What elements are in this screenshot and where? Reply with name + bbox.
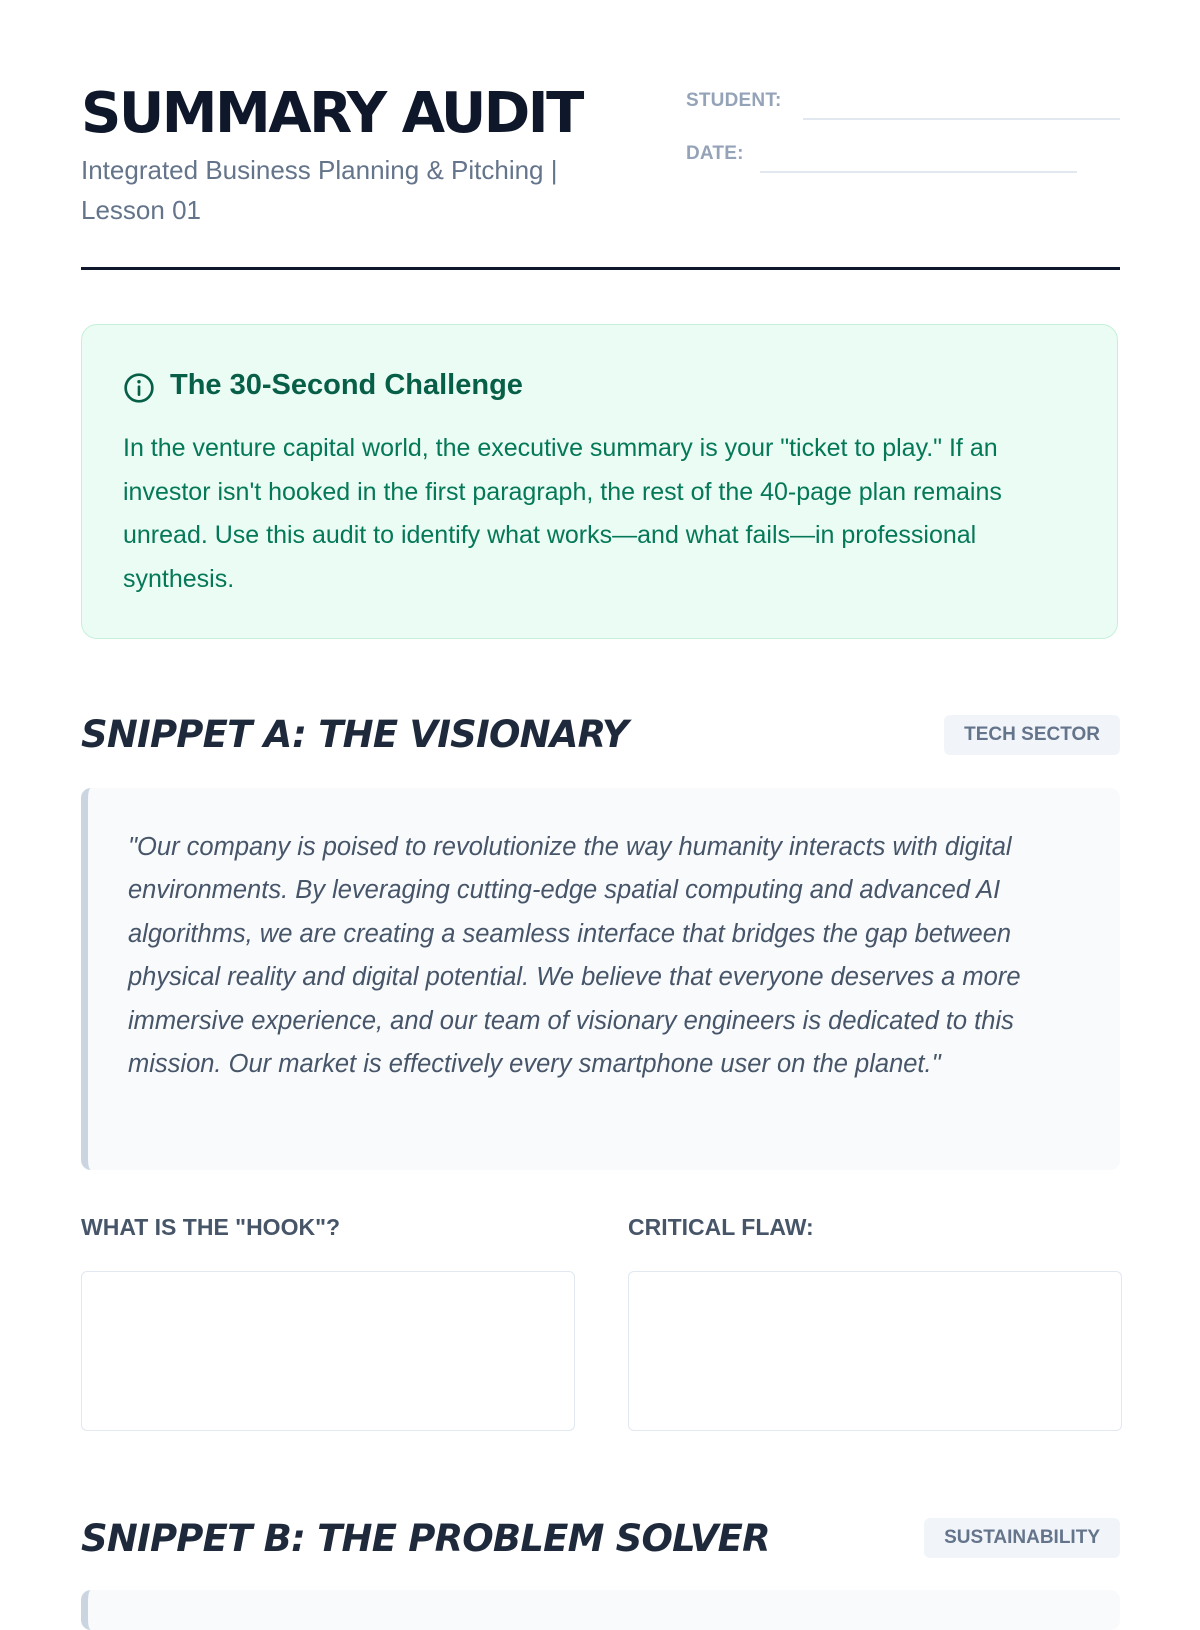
date-line[interactable]: [760, 171, 1077, 173]
student-name-line[interactable]: [803, 118, 1120, 120]
snippet-a-tag: TECH SECTOR: [944, 715, 1120, 755]
info-circle-icon: [123, 372, 155, 404]
page-title: SUMMARY AUDIT: [81, 81, 582, 146]
hook-label: WHAT IS THE "HOOK"?: [81, 1214, 341, 1240]
snippet-b-tag: SUSTAINABILITY: [924, 1518, 1120, 1558]
date-label: DATE:: [686, 143, 744, 164]
snippet-a-title: SNIPPET A: THE VISIONARY: [81, 713, 628, 756]
snippet-b-quote: [81, 1590, 1120, 1630]
flaw-answer-box[interactable]: [628, 1271, 1122, 1431]
header-divider: [81, 267, 1120, 270]
challenge-callout: [81, 324, 1118, 639]
callout-title: The 30-Second Challenge: [170, 369, 523, 401]
snippet-b-title: SNIPPET B: THE PROBLEM SOLVER: [81, 1517, 770, 1560]
snippet-a-quote-text: "Our company is poised to revolutionize the way humanity interacts with digital environments. By leveraging cutting-edge spatial computing and advanced AI algorithms, we are creating a seamless interface that bridges the gap between physical reality and digital potential. We believe that everyone deserves a more immersive experience, and our team of visionary engineers is dedicated to this mission. Our market is effectively every smartphone user on the planet.": [128, 833, 1021, 1079]
worksheet-header: [81, 80, 1120, 270]
callout-body: In the venture capital world, the executive summary is your "ticket to play." If an investor isn't hooked in the first paragraph, the rest of the 40-page plan remains unread. Use this audit to identify what works—and what fails—in professional synthesis.: [123, 434, 1002, 593]
flaw-label: CRITICAL FLAW:: [628, 1214, 814, 1240]
page-subtitle: Integrated Business Planning & Pitching | Lesson 01: [81, 155, 558, 225]
hook-answer-box[interactable]: [81, 1271, 575, 1431]
snippet-a-quote: [81, 788, 1120, 1170]
student-label: STUDENT:: [686, 90, 782, 111]
